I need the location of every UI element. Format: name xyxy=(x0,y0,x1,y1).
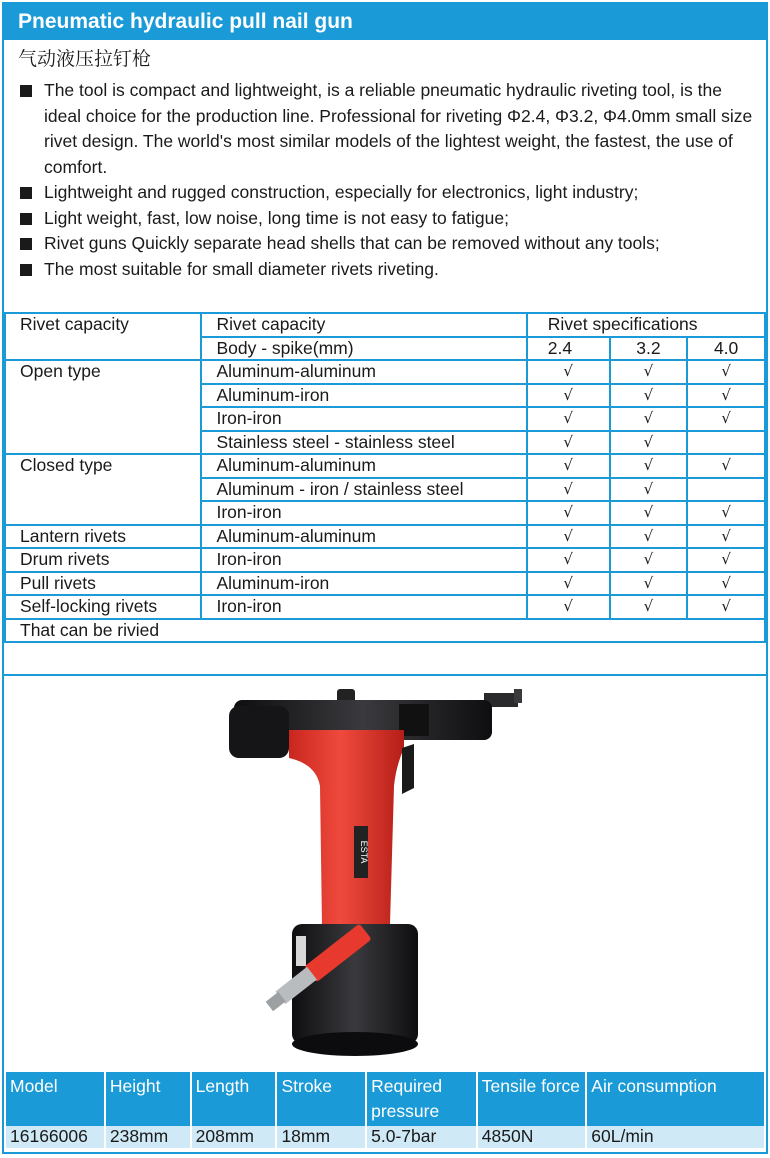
rivet-type-label: Drum rivets xyxy=(5,548,201,572)
material-label: Iron-iron xyxy=(201,501,526,525)
spec-row xyxy=(5,572,765,596)
capacity-check-mark: √ xyxy=(610,548,688,572)
capacity-check-mark: √ xyxy=(527,501,610,525)
feature-item: Light weight, fast, low noise, long time is not easy to fatigue; xyxy=(18,206,756,232)
material-label: Aluminum-aluminum xyxy=(201,525,526,549)
header-model: Model xyxy=(5,1072,105,1126)
square-bullet-icon xyxy=(20,264,32,276)
product-sheet xyxy=(2,2,768,1154)
value-stroke: 18mm xyxy=(276,1126,366,1148)
capacity-check-mark: √ xyxy=(610,478,688,502)
capacity-check-mark: √ xyxy=(687,360,765,384)
rear-cap xyxy=(229,706,289,758)
rivet-type-label: Open type xyxy=(5,360,201,454)
product-image-area xyxy=(4,674,766,1074)
capacity-check-mark: √ xyxy=(687,595,765,619)
capacity-check-mark xyxy=(687,478,765,502)
spec-header-specifications: Rivet specifications xyxy=(527,313,765,337)
page-title: Pneumatic hydraulic pull nail gun xyxy=(4,4,766,40)
spec-footer-label: That can be rivied xyxy=(5,619,765,643)
handle xyxy=(289,730,404,938)
capacity-check-mark: √ xyxy=(610,360,688,384)
capacity-check-mark: √ xyxy=(527,595,610,619)
size-header-3-2: 3.2 xyxy=(610,337,688,361)
material-label: Aluminum - iron / stainless steel xyxy=(201,478,526,502)
capacity-check-mark: √ xyxy=(527,478,610,502)
material-label: Iron-iron xyxy=(201,548,526,572)
trigger xyxy=(402,744,414,794)
square-bullet-icon xyxy=(20,213,32,225)
rivet-type-label: Pull rivets xyxy=(5,572,201,596)
model-spec-table xyxy=(4,1072,766,1148)
capacity-check-mark: √ xyxy=(527,572,610,596)
capacity-check-mark: √ xyxy=(527,525,610,549)
feature-item: Rivet guns Quickly separate head shells that can be removed without any tools; xyxy=(18,231,756,257)
material-label: Iron-iron xyxy=(201,407,526,431)
size-header-2-4: 2.4 xyxy=(527,337,610,361)
rivet-capacity-table xyxy=(4,312,766,643)
value-required-pressure: 5.0-7bar xyxy=(366,1126,477,1148)
model-table-header xyxy=(5,1072,765,1126)
brand-label-text: ESTA xyxy=(359,840,369,864)
model-table-row xyxy=(5,1126,765,1148)
capacity-check-mark: √ xyxy=(610,407,688,431)
square-bullet-icon xyxy=(20,238,32,250)
value-length: 208mm xyxy=(191,1126,277,1148)
capacity-check-mark: √ xyxy=(527,548,610,572)
feature-item: The most suitable for small diameter rivets riveting. xyxy=(18,257,756,283)
rivet-type-label: Lantern rivets xyxy=(5,525,201,549)
value-air-consumption: 60L/min xyxy=(586,1126,765,1148)
material-label: Stainless steel - stainless steel xyxy=(201,431,526,455)
capacity-check-mark: √ xyxy=(687,454,765,478)
square-bullet-icon xyxy=(20,85,32,97)
rivet-type-label: Self-locking rivets xyxy=(5,595,201,619)
feature-list xyxy=(4,78,766,282)
capacity-check-mark: √ xyxy=(687,407,765,431)
header-length: Length xyxy=(191,1072,277,1126)
capacity-check-mark: √ xyxy=(610,431,688,455)
header-stroke: Stroke xyxy=(276,1072,366,1126)
capacity-check-mark: √ xyxy=(610,384,688,408)
header-required-pressure: Required pressure xyxy=(366,1072,477,1126)
rivet-gun-illustration xyxy=(4,676,766,1074)
spec-row xyxy=(5,525,765,549)
size-header-4-0: 4.0 xyxy=(687,337,765,361)
capacity-check-mark: √ xyxy=(687,384,765,408)
capacity-check-mark: √ xyxy=(610,595,688,619)
spec-header-capacity: Rivet capacity xyxy=(5,313,201,360)
capacity-check-mark: √ xyxy=(527,360,610,384)
spec-row xyxy=(5,595,765,619)
spec-header-capacity-2: Rivet capacity xyxy=(201,313,526,337)
capacity-check-mark: √ xyxy=(687,548,765,572)
header-air-consumption: Air consumption xyxy=(586,1072,765,1126)
capacity-check-mark: √ xyxy=(687,525,765,549)
value-tensile-force: 4850N xyxy=(477,1126,587,1148)
material-label: Aluminum-iron xyxy=(201,572,526,596)
material-label: Iron-iron xyxy=(201,595,526,619)
square-bullet-icon xyxy=(20,187,32,199)
capacity-check-mark: √ xyxy=(527,407,610,431)
capacity-check-mark xyxy=(687,431,765,455)
capacity-check-mark: √ xyxy=(687,572,765,596)
capacity-check-mark: √ xyxy=(610,501,688,525)
capacity-check-mark: √ xyxy=(527,431,610,455)
material-label: Aluminum-iron xyxy=(201,384,526,408)
capacity-check-mark: √ xyxy=(610,525,688,549)
value-height: 238mm xyxy=(105,1126,191,1148)
header-tensile-force: Tensile force xyxy=(477,1072,587,1126)
feature-item: The tool is compact and lightweight, is a reliable pneumatic hydraulic riveting tool, is the ideal choice for the production line. Professional for riveting Φ2.4, Φ3.2, Φ4.0mm small size rivet design. The world's most similar models of the lightest weight, the fastest, the use of comfort. xyxy=(18,78,756,180)
header-height: Height xyxy=(105,1072,191,1126)
capacity-check-mark: √ xyxy=(610,454,688,478)
page-subtitle: 气动液压拉钉枪 xyxy=(18,48,152,70)
value-model: 16166006 xyxy=(5,1126,105,1148)
spec-row xyxy=(5,548,765,572)
spec-subheader-body-spike: Body - spike(mm) xyxy=(201,337,526,361)
material-label: Aluminum-aluminum xyxy=(201,454,526,478)
capacity-check-mark: √ xyxy=(527,454,610,478)
material-label: Aluminum-aluminum xyxy=(201,360,526,384)
capacity-check-mark: √ xyxy=(687,501,765,525)
capacity-check-mark: √ xyxy=(610,572,688,596)
spec-row xyxy=(5,454,765,478)
capacity-check-mark: √ xyxy=(527,384,610,408)
spec-row xyxy=(5,360,765,384)
feature-item: Lightweight and rugged construction, especially for electronics, light industry; xyxy=(18,180,756,206)
rivet-type-label: Closed type xyxy=(5,454,201,525)
spec-footer-row xyxy=(5,619,765,643)
